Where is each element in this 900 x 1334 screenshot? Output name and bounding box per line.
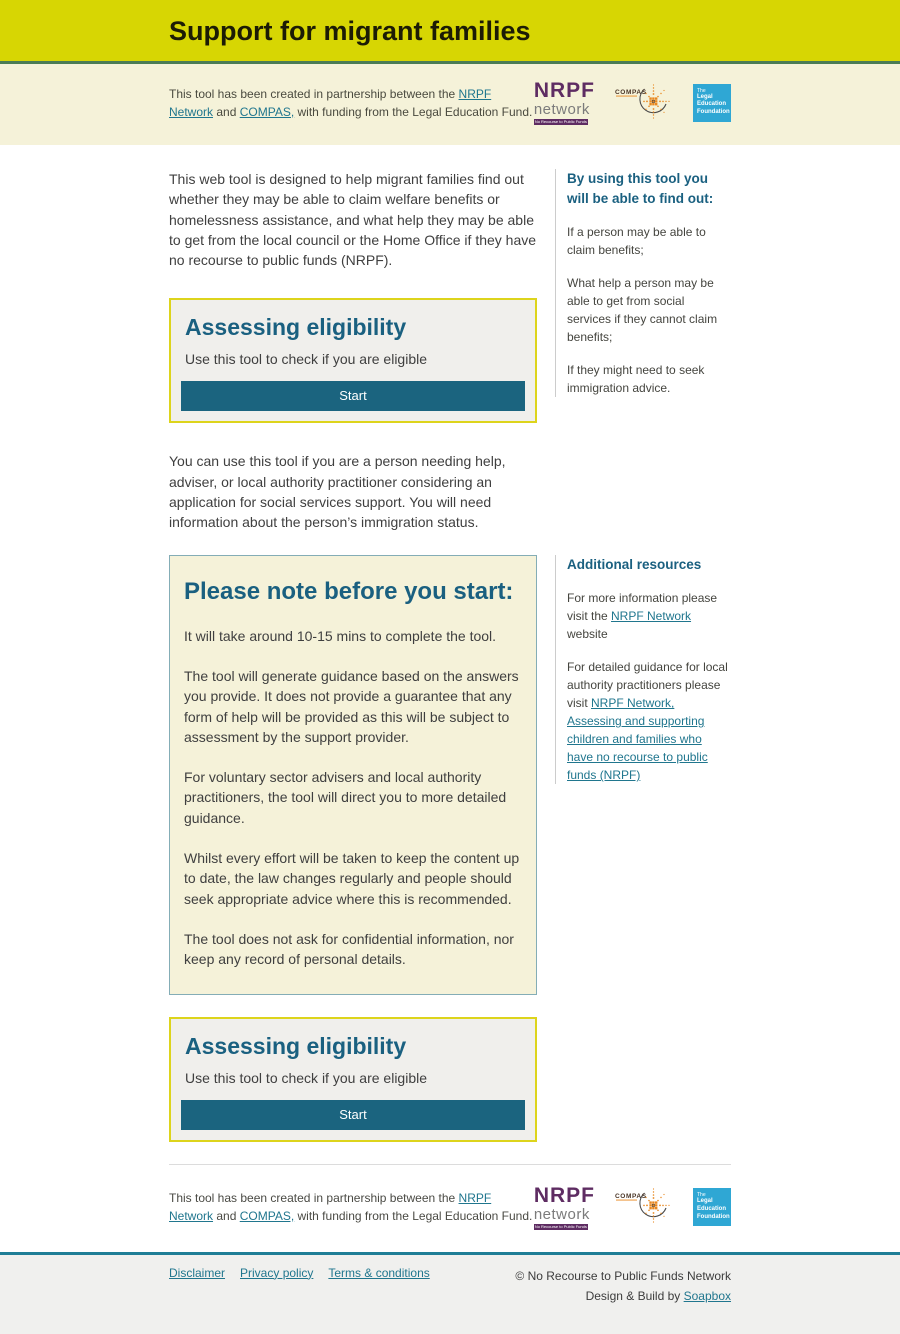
sidebar-find-out-item: If a person may be able to claim benefits; — [567, 225, 706, 258]
lef-logo-line: Education — [697, 1205, 727, 1212]
please-note-title: Please note before you start: — [184, 577, 514, 605]
page-title: Support for migrant families — [169, 16, 531, 46]
note-paragraph: For voluntary sector advisers and local authority practitioners, the tool will direct you to more detailed guidance. — [184, 769, 507, 826]
resources-p1-after: website — [567, 627, 608, 642]
design-credit-text: Design & Build by — [585, 1288, 684, 1303]
assessing-eligibility-title: Assessing eligibility — [185, 1032, 407, 1059]
resources-p1-text: For more information please visit the — [567, 591, 718, 624]
partnership-text-after: with funding from the Legal Education Fund. — [294, 104, 533, 119]
disclaimer-link[interactable]: Disclaimer — [169, 1265, 226, 1280]
nrpf-logo-subtext: network — [533, 1205, 590, 1223]
assessing-eligibility-subtitle: Use this tool to check if you are eligible — [185, 351, 428, 368]
page-header — [0, 0, 900, 64]
partnership-text-before: This tool has been created in partnership between the — [169, 1191, 459, 1206]
footer-copyright-block — [515, 1266, 731, 1307]
resources-p2-text: For detailed guidance for local authority practitioners please visit — [567, 660, 728, 711]
compas-logo — [615, 82, 673, 124]
compas-logo — [615, 1186, 673, 1228]
legal-education-foundation-logo — [693, 84, 731, 122]
main-content — [0, 145, 900, 1252]
sidebar-additional-resources — [555, 555, 731, 785]
nrpf-guidance-link[interactable]: NRPF Network, Assessing and supporting children and families who have no recourse to public funds (NRPF) — [567, 696, 708, 783]
partnership-banner — [0, 64, 900, 145]
partnership-text-mid: and — [213, 1209, 240, 1224]
partnership-text-mid: and — [213, 104, 240, 119]
intro-column — [169, 169, 537, 533]
soapbox-link[interactable]: Soapbox — [683, 1288, 731, 1303]
lef-logo-line: The — [697, 87, 706, 94]
partnership-text-before: This tool has been created in partnership between the — [169, 86, 459, 101]
partnership-text-after: with funding from the Legal Education Fund. — [294, 1209, 533, 1224]
lef-logo-line: Legal — [697, 1198, 713, 1205]
lef-logo-line: Education — [697, 101, 727, 108]
nrpf-logo-text: NRPF — [533, 1183, 595, 1207]
lef-logo-line: The — [697, 1192, 706, 1199]
assessing-eligibility-subtitle: Use this tool to check if you are eligible — [185, 1069, 428, 1086]
partnership-footer — [0, 1165, 900, 1252]
intro-paragraph: This web tool is designed to help migrant families find out whether they may be able to claim welfare benefits or homelessness assistance, and what help they may be able to get from the local council or the Home Office if they have no recourse to public funds (NRPF). — [169, 171, 537, 269]
compas-link[interactable]: COMPAS, — [239, 1209, 295, 1224]
additional-resources-title: Additional resources — [567, 556, 702, 572]
nrpf-network-logo — [534, 80, 595, 125]
note-paragraph: Whilst every effort will be taken to keep the content up to date, the law changes regularly and people should seek appropriate advice where this is recommended. — [184, 850, 520, 907]
nrpf-network-website-link[interactable]: NRPF Network — [611, 609, 692, 624]
copyright-text: © No Recourse to Public Funds Network — [515, 1268, 731, 1283]
privacy-policy-link[interactable]: Privacy policy — [240, 1265, 314, 1280]
site-footer — [0, 1252, 900, 1334]
note-paragraph: The tool will generate guidance based on the answers you provide. It does not provide a guarantee that any form of help will be provided as this will be subject to assessment by the support provider. — [184, 667, 519, 745]
start-button[interactable]: Start — [181, 381, 525, 411]
partnership-text — [169, 85, 534, 121]
resources-paragraph-2 — [567, 658, 731, 784]
sidebar-find-out-item: What help a person may be able to get from social services if they cannot claim benefits; — [567, 276, 718, 345]
please-note-box — [169, 555, 537, 995]
nrpf-logo-bar: No Recourse to Public Funds — [534, 119, 587, 124]
compas-link[interactable]: COMPAS, — [239, 104, 295, 119]
note-paragraph: It will take around 10-15 mins to complete the tool. — [184, 627, 497, 644]
lef-logo-line: Foundation — [697, 1213, 730, 1220]
assessing-eligibility-title: Assessing eligibility — [185, 314, 407, 341]
terms-conditions-link[interactable]: Terms & conditions — [328, 1265, 430, 1280]
svg-text:COMPAS: COMPAS — [615, 88, 647, 96]
footer-links — [169, 1266, 430, 1280]
partner-logos — [534, 1185, 731, 1230]
partner-logos — [534, 80, 731, 125]
assessing-eligibility-box — [169, 298, 537, 423]
sidebar-find-out-item: If they might need to seek immigration advice. — [567, 363, 705, 396]
legal-education-foundation-logo — [693, 1188, 731, 1226]
partnership-text — [169, 1189, 534, 1225]
design-credit — [515, 1286, 731, 1306]
usage-paragraph: You can use this tool if you are a person needing help, adviser, or local authority practitioner considering an application for social services support. You will need information about the person’s immigration status. — [169, 453, 506, 531]
svg-text:COMPAS: COMPAS — [615, 1193, 647, 1201]
assessing-eligibility-box — [169, 1017, 537, 1142]
nrpf-logo-bar: No Recourse to Public Funds — [534, 1223, 587, 1229]
nrpf-logo-text: NRPF — [533, 79, 595, 102]
resources-paragraph-1 — [567, 589, 731, 643]
nrpf-logo-subtext: network — [533, 101, 590, 118]
lef-logo-line: Foundation — [697, 109, 730, 116]
nrpf-network-link[interactable]: NRPF Network — [169, 1191, 492, 1224]
note-paragraph: The tool does not ask for confidential information, nor keep any record of personal details. — [184, 930, 514, 968]
start-button[interactable]: Start — [181, 1100, 525, 1130]
nrpf-network-logo — [534, 1185, 595, 1230]
nrpf-network-link[interactable]: NRPF Network — [169, 86, 492, 119]
sidebar-find-out — [555, 169, 731, 397]
lef-logo-line: Legal — [697, 93, 713, 100]
sidebar-find-out-title: By using this tool you will be able to find out: — [567, 171, 714, 206]
